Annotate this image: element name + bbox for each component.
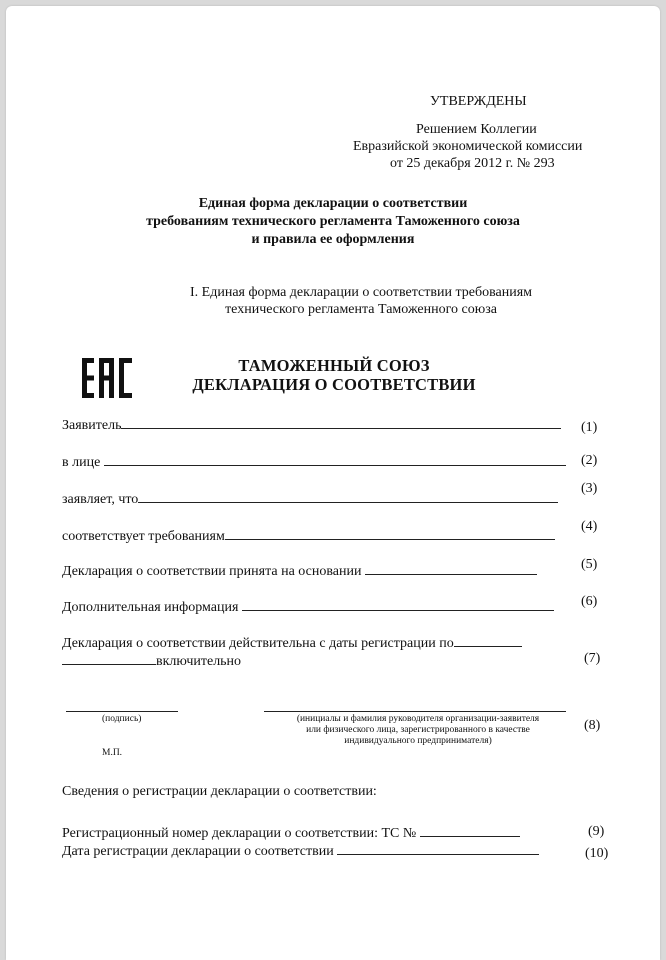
field-validity [62,634,522,652]
registration-date-label: Дата регистрации декларации о соответствии [62,844,334,859]
registration-date-line[interactable] [337,842,539,855]
signature-caption: (подпись) [102,714,142,724]
field-declares-line[interactable] [138,490,558,503]
field-additional-info [62,598,554,616]
field-declares-label: заявляет, что [62,492,139,507]
field-represented-by-label: в лице [62,455,101,470]
field-validity-row-2 [62,652,241,670]
field-applicant-number: (1) [581,420,598,435]
declaration-heading-line-1: ТАМОЖЕННЫЙ СОЮЗ [238,356,430,375]
name-caption-line-3: индивидуального предпринимателя) [344,736,492,746]
approval-line-1: Решением Коллегии [416,122,537,137]
form-title-line-1: Единая форма декларации о соответствии [198,196,468,211]
field-declares-number: (3) [581,481,598,496]
field-represented-by-number: (2) [581,453,598,468]
registration-number-number: (9) [588,824,605,839]
field-applicant-label: Заявитель [62,418,122,433]
field-complies-label: соответствует требованиям [62,529,225,544]
field-validity-label-2: включительно [156,654,242,669]
form-title-line-3: и правила ее оформления [251,232,415,247]
declaration-heading-line-2: ДЕКЛАРАЦИЯ О СООТВЕТСТВИИ [192,375,476,394]
eac-logo-icon [82,358,132,398]
registration-heading: Сведения о регистрации декларации о соответствии: [62,784,377,799]
name-caption-line-1: (инициалы и фамилия руководителя организации-заявителя [296,714,540,724]
field-additional-info-label: Дополнительная информация [62,600,239,615]
field-validity-date-line[interactable] [62,652,156,665]
form-title [6,195,660,249]
registration-number [62,824,520,842]
approval-line-2: Евразийской экономической комиссии [353,139,583,154]
section-heading-line-1: I. Единая форма декларации о соответствии требованиям [190,285,532,300]
field-complies [62,527,555,545]
registration-number-label: Регистрационный номер декларации о соответствии: ТС № [62,826,417,841]
name-caption-line-2: или физического лица, зарегистрированного в качестве [306,725,530,735]
field-basis-number: (5) [581,557,598,572]
stamp-label: М.П. [102,748,123,758]
declaration-heading [176,356,492,394]
form-title-line-2: требованиям технического регламента Таможенного союза [146,214,520,229]
name-caption [268,714,568,747]
field-basis [62,562,537,580]
field-applicant [62,416,561,434]
field-validity-number: (7) [584,651,601,666]
registration-number-line[interactable] [420,824,520,837]
document-page [6,6,660,960]
field-complies-line[interactable] [225,527,555,540]
field-represented-by [62,453,566,471]
approval-line-3: от 25 декабря 2012 г. № 293 [390,156,555,171]
field-additional-info-line[interactable] [242,598,554,611]
field-basis-label: Декларация о соответствии принята на основании [62,564,362,579]
field-complies-number: (4) [581,519,598,534]
registration-date-number: (10) [585,846,609,861]
signature-line[interactable] [66,711,178,712]
field-represented-by-line[interactable] [104,453,566,466]
field-validity-until-line[interactable] [454,634,522,647]
registration-date [62,842,539,860]
field-additional-info-number: (6) [581,594,598,609]
field-declares [62,490,558,508]
field-validity-label-1: Декларация о соответствии действительна с даты регистрации по [62,636,454,651]
field-basis-line[interactable] [365,562,537,575]
name-line[interactable] [264,711,566,712]
approval-heading: УТВЕРЖДЕНЫ [430,94,527,109]
section-heading [34,284,666,318]
section-heading-line-2: технического регламента Таможенного союза [225,302,497,317]
signature-number: (8) [584,718,601,733]
field-applicant-line[interactable] [121,416,561,429]
